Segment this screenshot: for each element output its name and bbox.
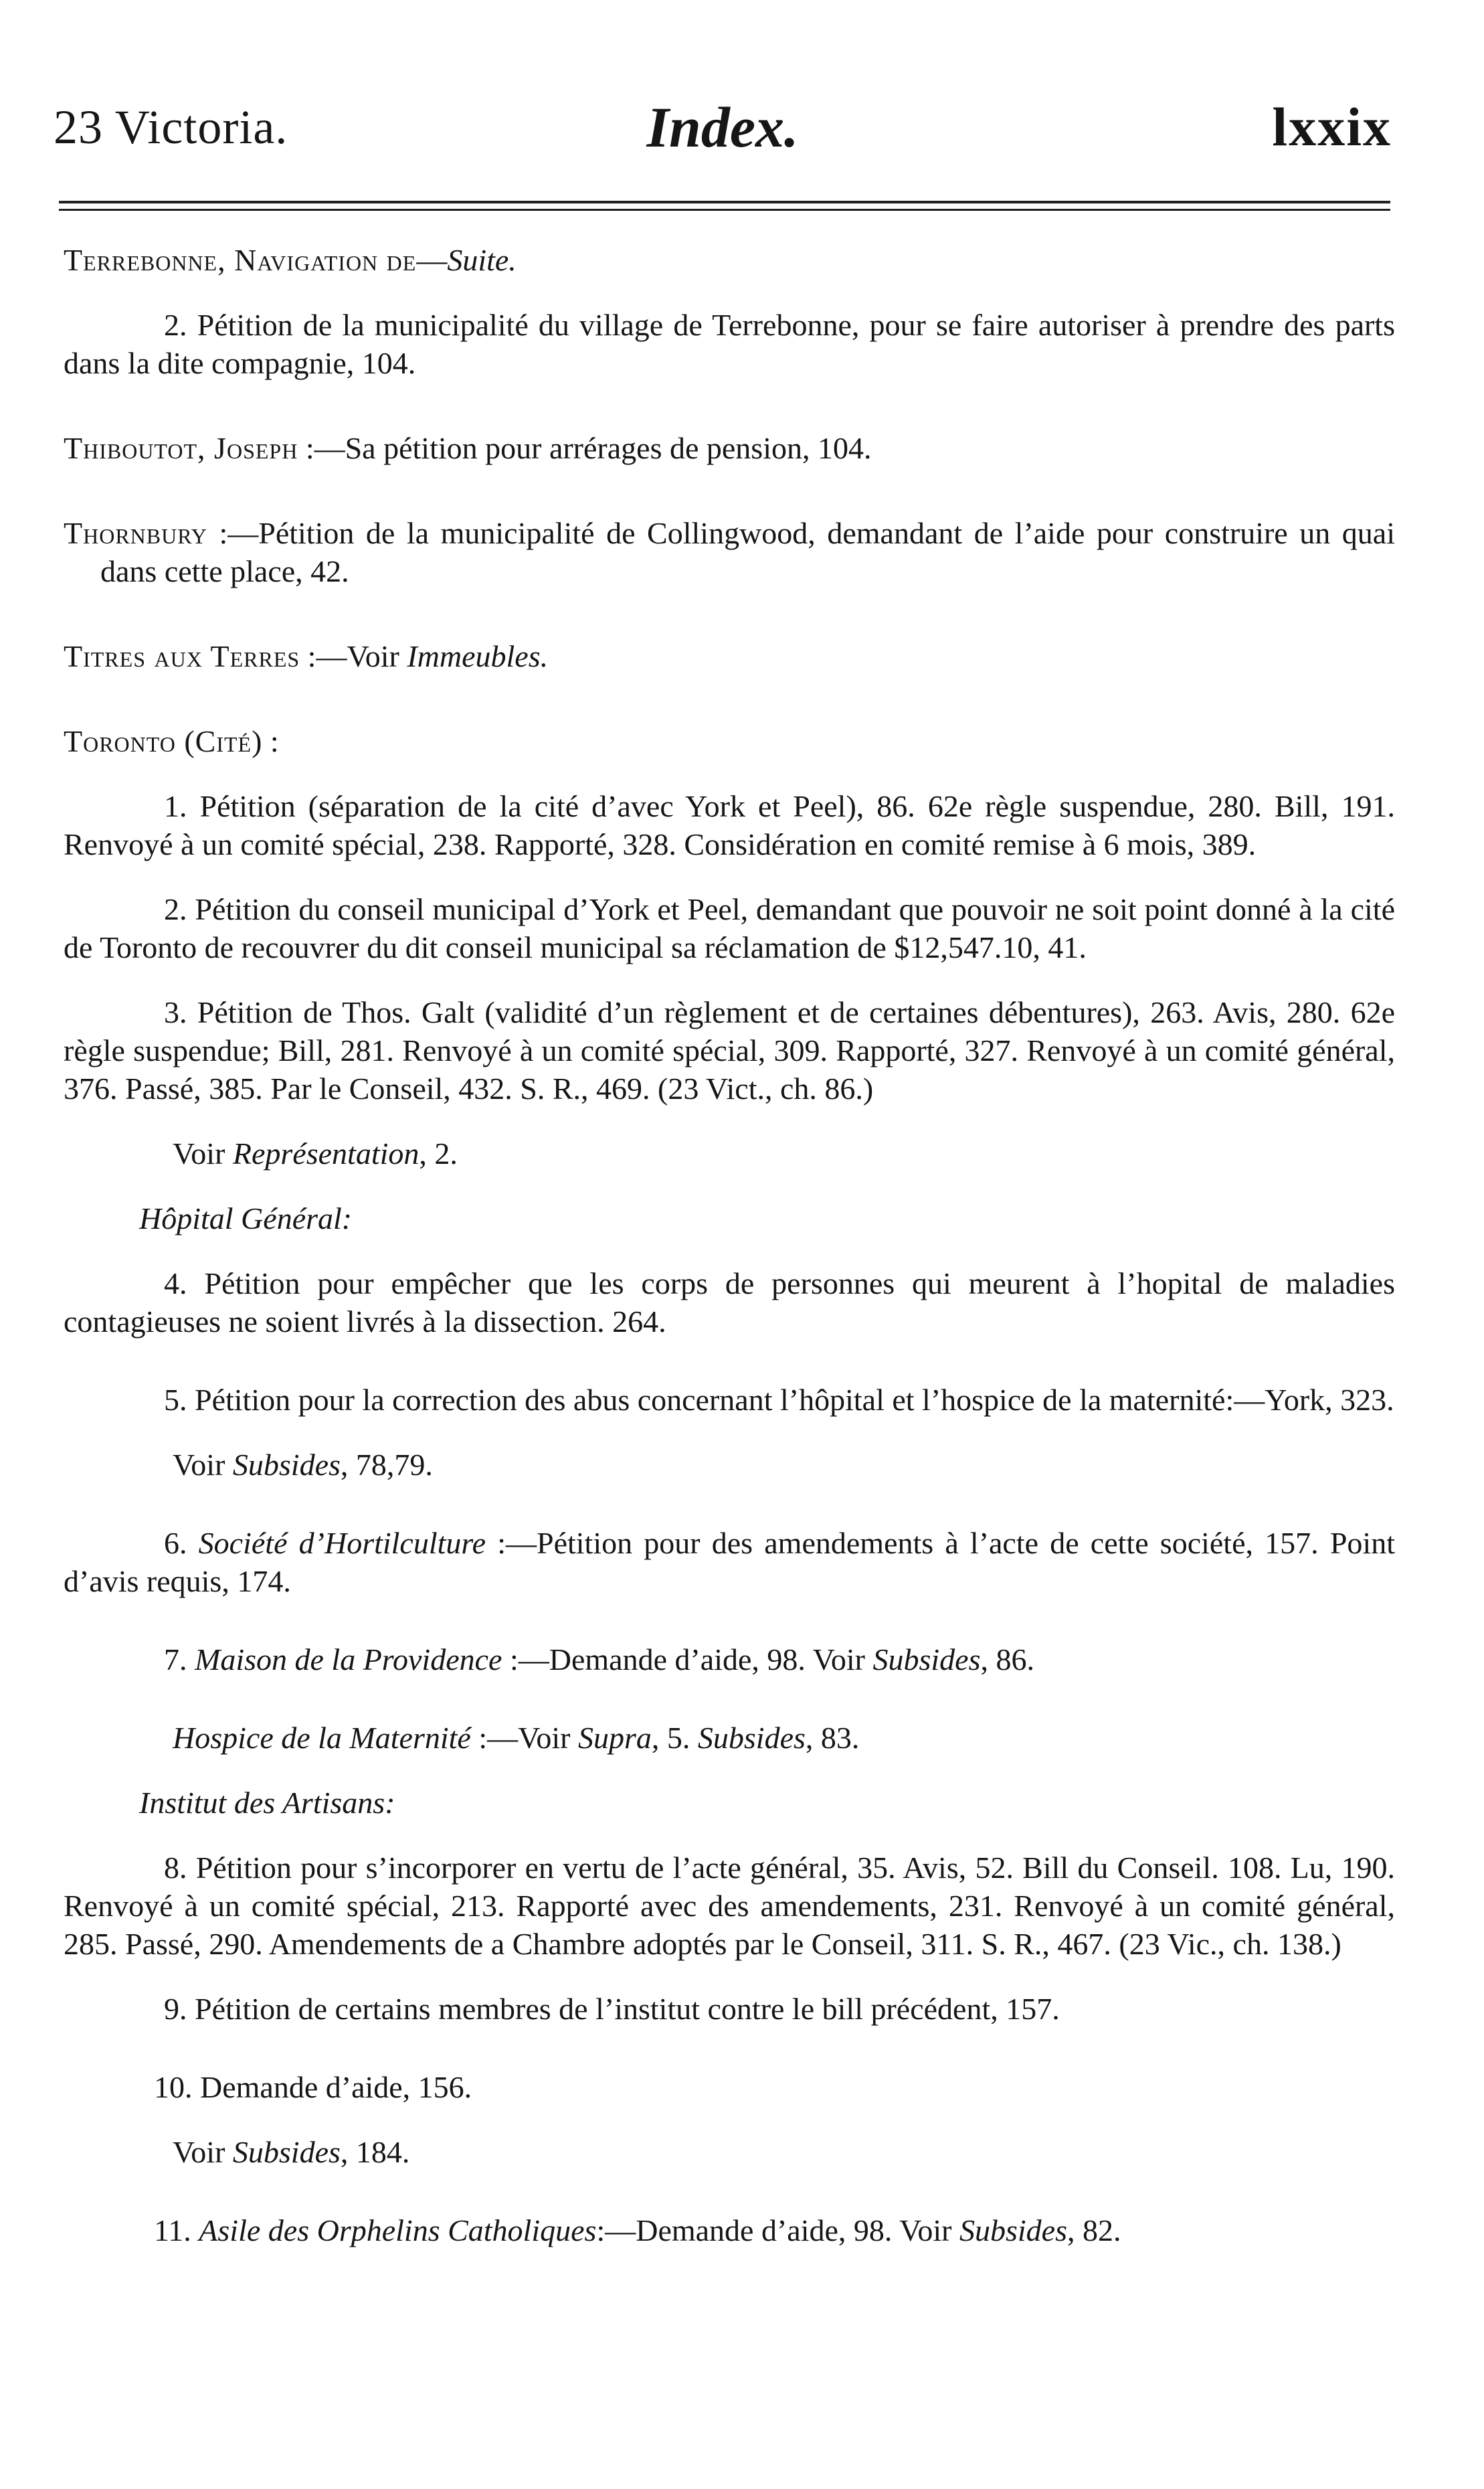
entry-toronto-voir-subsides-2: Voir Subsides, 184. xyxy=(173,2135,410,2169)
entry-toronto-5: 5. Pétition pour la correction des abus concernant l’hôpital et l’hospice de la maternité:—York, 323. xyxy=(164,1383,1394,1417)
entry-toronto-3: 3. Pétition de Thos. Galt (validité d’un règlement et de certaines débentures), 263. Avis, 280. 62e règle suspendue; Bill, 281. Renvoyé à un comité spécial, 309. Rapporté, 327. Renvoyé à un comité général, 376. Passé, 385. Par le Conseil, 432. S. R., 469. (23 Vict., ch. 86.) xyxy=(64,995,1395,1106)
header-page-number: lxxix xyxy=(1272,96,1392,157)
subheading-institut-artisans: Institut des Artisans: xyxy=(139,1786,395,1820)
entry-toronto-heading: Toronto (Cité) : xyxy=(64,724,279,758)
entry-toronto-9: 9. Pétition de certains membres de l’institut contre le bill précédent, 157. xyxy=(164,1992,1060,2026)
entry-toronto-voir-representation: Voir Représentation, 2. xyxy=(173,1136,458,1171)
entry-toronto-1: 1. Pétition (séparation de la cité d’avec York et Peel), 86. 62e règle suspendue, 280. Bill, 191. Renvoyé à un comité spécial, 238. Rapporté, 328. Considération en comité remise à 6 mois, 389. xyxy=(64,789,1395,861)
entry-toronto-6: 6. Société d’Hortilculture :—Pétition pour des amendements à l’acte de cette société, 157. Point d’avis requis, 174. xyxy=(64,1526,1395,1598)
entry-thiboutot: Thiboutot, Joseph :—Sa pétition pour arrérages de pension, 104. xyxy=(64,431,872,465)
header-rule-top xyxy=(59,201,1390,203)
header-session: 23 Victoria. xyxy=(54,100,288,154)
entry-thornbury: Thornbury :—Pétition de la municipalité de Collingwood, demandant de l’aide pour construire un quai dans cette place, 42. xyxy=(64,516,1395,588)
header-title: Index. xyxy=(646,95,799,159)
entry-toronto-8: 8. Pétition pour s’incorporer en vertu de l’acte général, 35. Avis, 52. Bill du Conseil. 108. Lu, 190. Renvoyé à un comité spécial, 213. Rapporté avec des amendements, 231. Renvoyé à un comité général, 285. Passé, 290. Amendements de a Chambre adoptés par le Conseil, 311. S. R., 467. (23 Vic., ch. 138.) xyxy=(64,1851,1395,1961)
entry-toronto-4: 4. Pétition pour empêcher que les corps de personnes qui meurent à l’hopital de maladies contagieuses ne soient livrés à la dissection. 264. xyxy=(64,1266,1395,1339)
entry-toronto-10: 10. Demande d’aide, 156. xyxy=(154,2070,472,2104)
entry-titres-aux-terres: Titres aux Terres :—Voir Immeubles. xyxy=(64,639,549,673)
index-body xyxy=(64,241,1395,2249)
entry-toronto-voir-subsides-1: Voir Subsides, 78,79. xyxy=(173,1448,433,1482)
entry-terrebonne-heading: Terrebonne, Navigation de—Suite. xyxy=(64,243,517,277)
entry-toronto-11: 11. Asile des Orphelins Catholiques:—Demande d’aide, 98. Voir Subsides, 82. xyxy=(154,2213,1121,2247)
entry-toronto-2: 2. Pétition du conseil municipal d’York et Peel, demandant que pouvoir ne soit point donné à la cité de Toronto de recouvrer du dit conseil municipal sa réclamation de $12,547.10, 41. xyxy=(64,892,1395,964)
subheading-hopital-general: Hôpital Général: xyxy=(139,1201,353,1235)
entry-toronto-hospice-maternite: Hospice de la Maternité :—Voir Supra, 5. Subsides, 83. xyxy=(173,1721,860,1755)
entry-toronto-7: 7. Maison de la Providence :—Demande d’aide, 98. Voir Subsides, 86. xyxy=(164,1642,1034,1677)
entry-terrebonne-2: 2. Pétition de la municipalité du village de Terrebonne, pour se faire autoriser à prendre des parts dans la dite compagnie, 104. xyxy=(64,308,1395,380)
page-header xyxy=(54,87,1392,167)
header-rule-bottom xyxy=(59,209,1390,211)
